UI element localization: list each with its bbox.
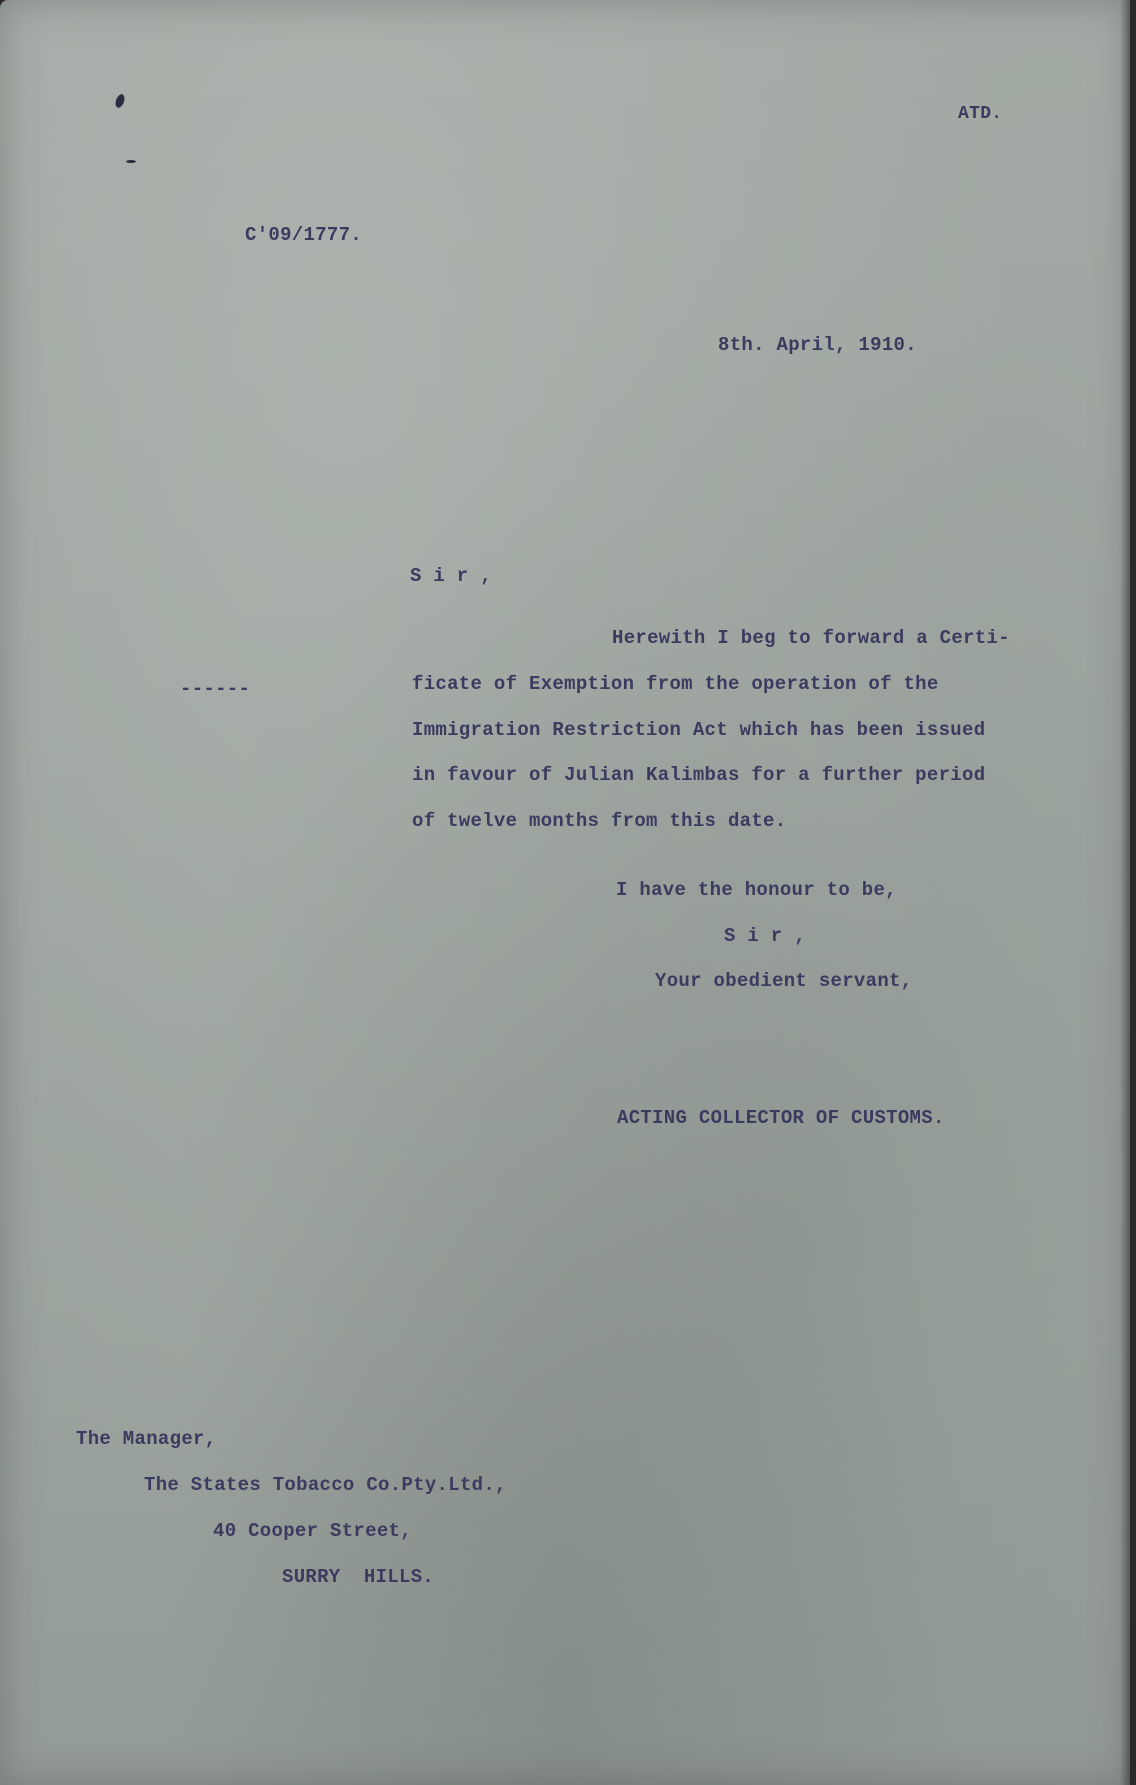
body-line-2: ficate of Exemption from the operation of the [412,673,939,695]
closing-line-3: Your obedient servant, [655,970,913,992]
closing-line-2: S i r , [724,925,806,947]
top-right-annotation: ATD. [958,104,1003,124]
body-line-4: in favour of Julian Kalimbas for a further period [412,764,986,786]
ink-blot [114,93,126,109]
body-line-5: of twelve months from this date. [412,810,787,832]
ink-tick [126,160,136,163]
reference-number: C'09/1777. [245,224,363,246]
letter-date: 8th. April, 1910. [718,334,917,356]
closing-line-1: I have the honour to be, [616,879,897,901]
body-line-1: Herewith I beg to forward a Certi- [612,627,1010,649]
margin-dashes: ------ [180,678,251,700]
salutation: S i r , [410,565,492,587]
addressee-line-3: 40 Cooper Street, [213,1520,412,1542]
addressee-line-1: The Manager, [76,1428,217,1450]
signature-title: ACTING COLLECTOR OF CUSTOMS. [617,1107,945,1129]
addressee-line-4: SURRY HILLS. [282,1566,435,1588]
addressee-line-2: The States Tobacco Co.Pty.Ltd., [144,1474,507,1496]
body-line-3: Immigration Restriction Act which has been issued [412,719,986,741]
